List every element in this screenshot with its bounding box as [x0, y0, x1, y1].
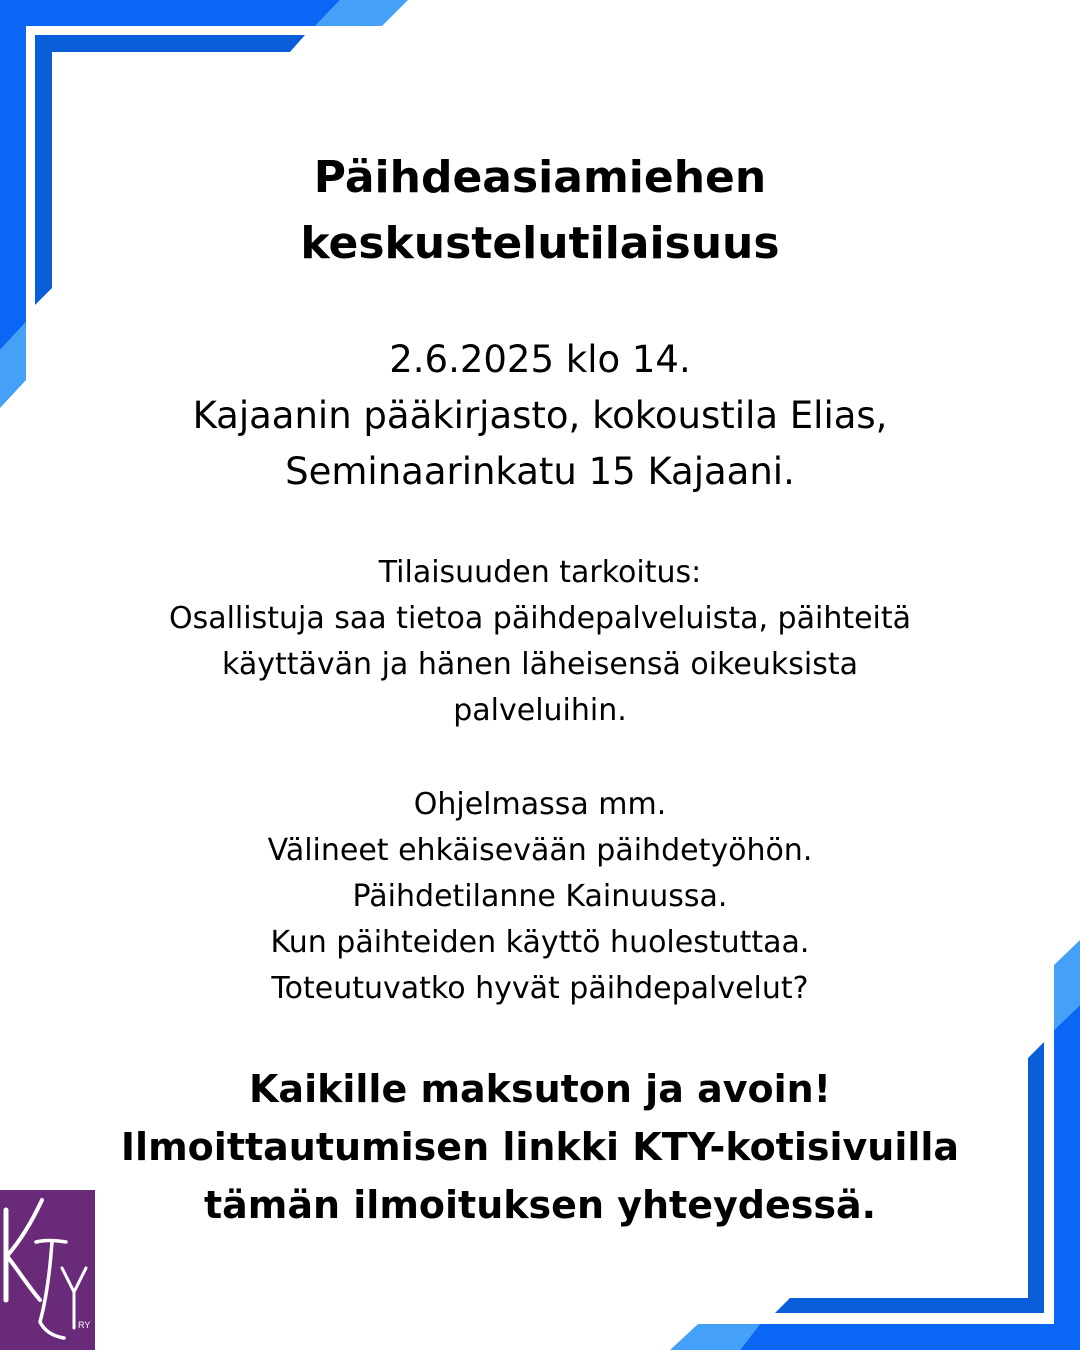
event-details	[0, 332, 1080, 500]
program-item: Toteutuvatko hyvät päihdepalvelut?	[271, 971, 809, 1006]
event-address: Seminaarinkatu 15 Kajaani.	[285, 450, 795, 493]
page-title	[0, 145, 1080, 277]
purpose-line-2: käyttävän ja hänen läheisensä oikeuksista	[221, 647, 858, 682]
program-heading: Ohjelmassa mm.	[413, 787, 667, 822]
program-section	[0, 782, 1080, 1012]
title-line-2: keskustelutilaisuus	[300, 218, 780, 269]
purpose-section	[0, 550, 1080, 734]
event-venue: Kajaanin pääkirjasto, kokoustila Elias,	[192, 394, 888, 437]
event-date-time: 2.6.2025 klo 14.	[389, 338, 691, 381]
kty-logo-mark	[0, 1190, 95, 1350]
call-to-action	[0, 1060, 1080, 1234]
purpose-line-1: Osallistuja saa tietoa päihdepalveluista, päihteitä	[168, 601, 912, 636]
cta-line-1: Kaikille maksuton ja avoin!	[248, 1067, 832, 1111]
purpose-heading: Tilaisuuden tarkoitus:	[378, 555, 702, 590]
program-item: Välineet ehkäisevään päihdetyöhön.	[267, 833, 813, 868]
cta-line-2: Ilmoittautumisen linkki KTY-kotisivuilla	[120, 1125, 960, 1169]
logo-suffix: RY	[78, 1320, 91, 1330]
kty-logo	[0, 1190, 95, 1350]
title-line-1: Päihdeasiamiehen	[313, 152, 767, 203]
purpose-line-3: palveluihin.	[453, 693, 627, 728]
program-item: Kun päihteiden käyttö huolestuttaa.	[270, 925, 810, 960]
cta-line-3: tämän ilmoituksen yhteydessä.	[203, 1183, 877, 1227]
program-item: Päihdetilanne Kainuussa.	[352, 879, 728, 914]
